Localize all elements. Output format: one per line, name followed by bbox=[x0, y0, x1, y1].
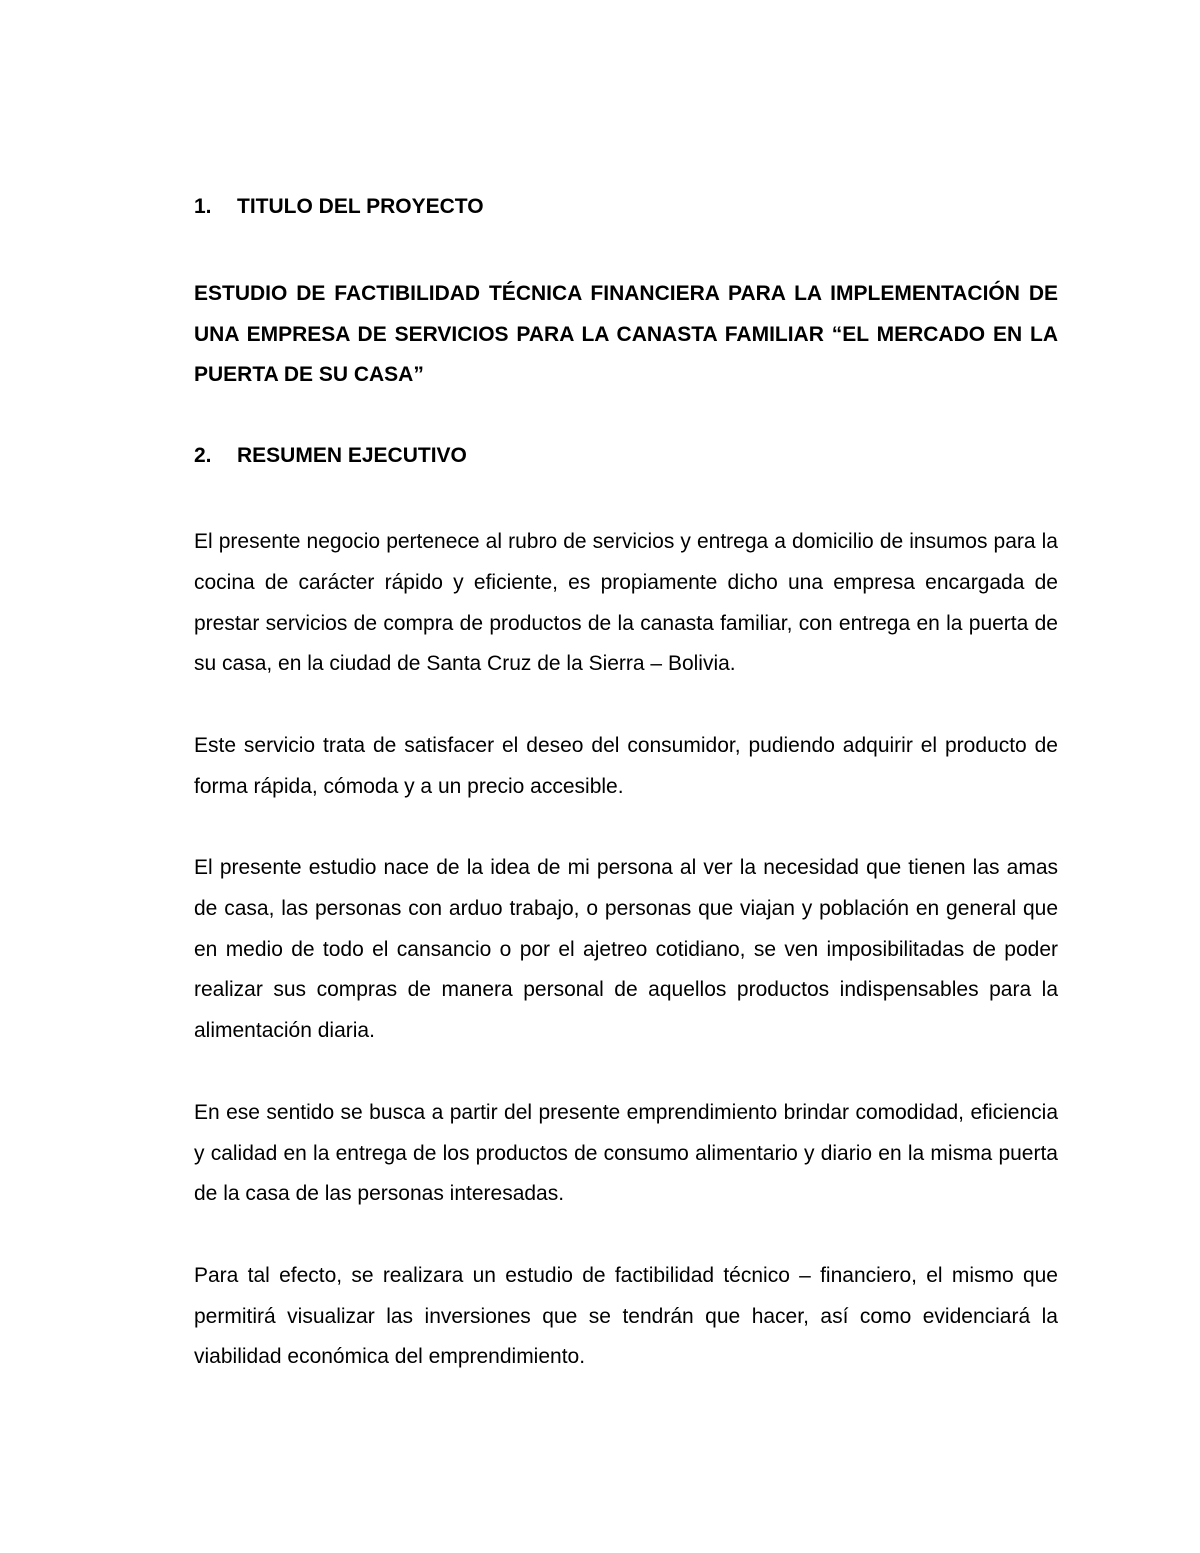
section-heading-titulo bbox=[194, 192, 1058, 222]
section-heading-text: TITULO DEL PROYECTO bbox=[237, 195, 484, 218]
section-number: 1. bbox=[194, 195, 212, 218]
document-body bbox=[194, 192, 1058, 1378]
summary-paragraph: El presente estudio nace de la idea de mi persona al ver la necesidad que tienen las amas de casa, las personas con arduo trabajo, o personas que viajan y población en general que en medio de todo el cansancio o por el ajetreo cotidiano, se ven imposibilitadas de poder realizar sus compras de manera personal de aquellos productos indispensables para la alimentación diaria. bbox=[194, 856, 1058, 1043]
section-number: 2. bbox=[194, 444, 212, 468]
section-heading-resumen bbox=[194, 441, 1058, 471]
project-title: ESTUDIO DE FACTIBILIDAD TÉCNICA FINANCIERA PARA LA IMPLEMENTACIÓN DE UNA EMPRESA DE SERVICIOS PARA LA CANASTA FAMILIAR “EL MERCADO EN LA PUERTA DE SU CASA” bbox=[194, 282, 1058, 387]
section-heading-text: RESUMEN EJECUTIVO bbox=[237, 444, 467, 468]
summary-paragraph: Para tal efecto, se realizara un estudio de factibilidad técnico – financiero, el mismo que permitirá visualizar las inversiones que se tendrán que hacer, así como evidenciará la viabilidad económica del emprendimiento. bbox=[194, 1263, 1058, 1369]
summary-paragraph: El presente negocio pertenece al rubro de servicios y entrega a domicilio de insumos para la cocina de carácter rápido y eficiente, es propiamente dicho una empresa encargada de prestar servicios de compra de productos de la canasta familiar, con entrega en la puerta de su casa, en la ciudad de Santa Cruz de la Sierra – Bolivia. bbox=[194, 530, 1058, 676]
summary-paragraph: Este servicio trata de satisfacer el deseo del consumidor, pudiendo adquirir el producto de forma rápida, cómoda y a un precio accesible. bbox=[194, 733, 1058, 798]
summary-paragraph: En ese sentido se busca a partir del presente emprendimiento brindar comodidad, eficiencia y calidad en la entrega de los productos de consumo alimentario y diario en la misma puerta de la casa de las personas interesadas. bbox=[194, 1100, 1058, 1206]
